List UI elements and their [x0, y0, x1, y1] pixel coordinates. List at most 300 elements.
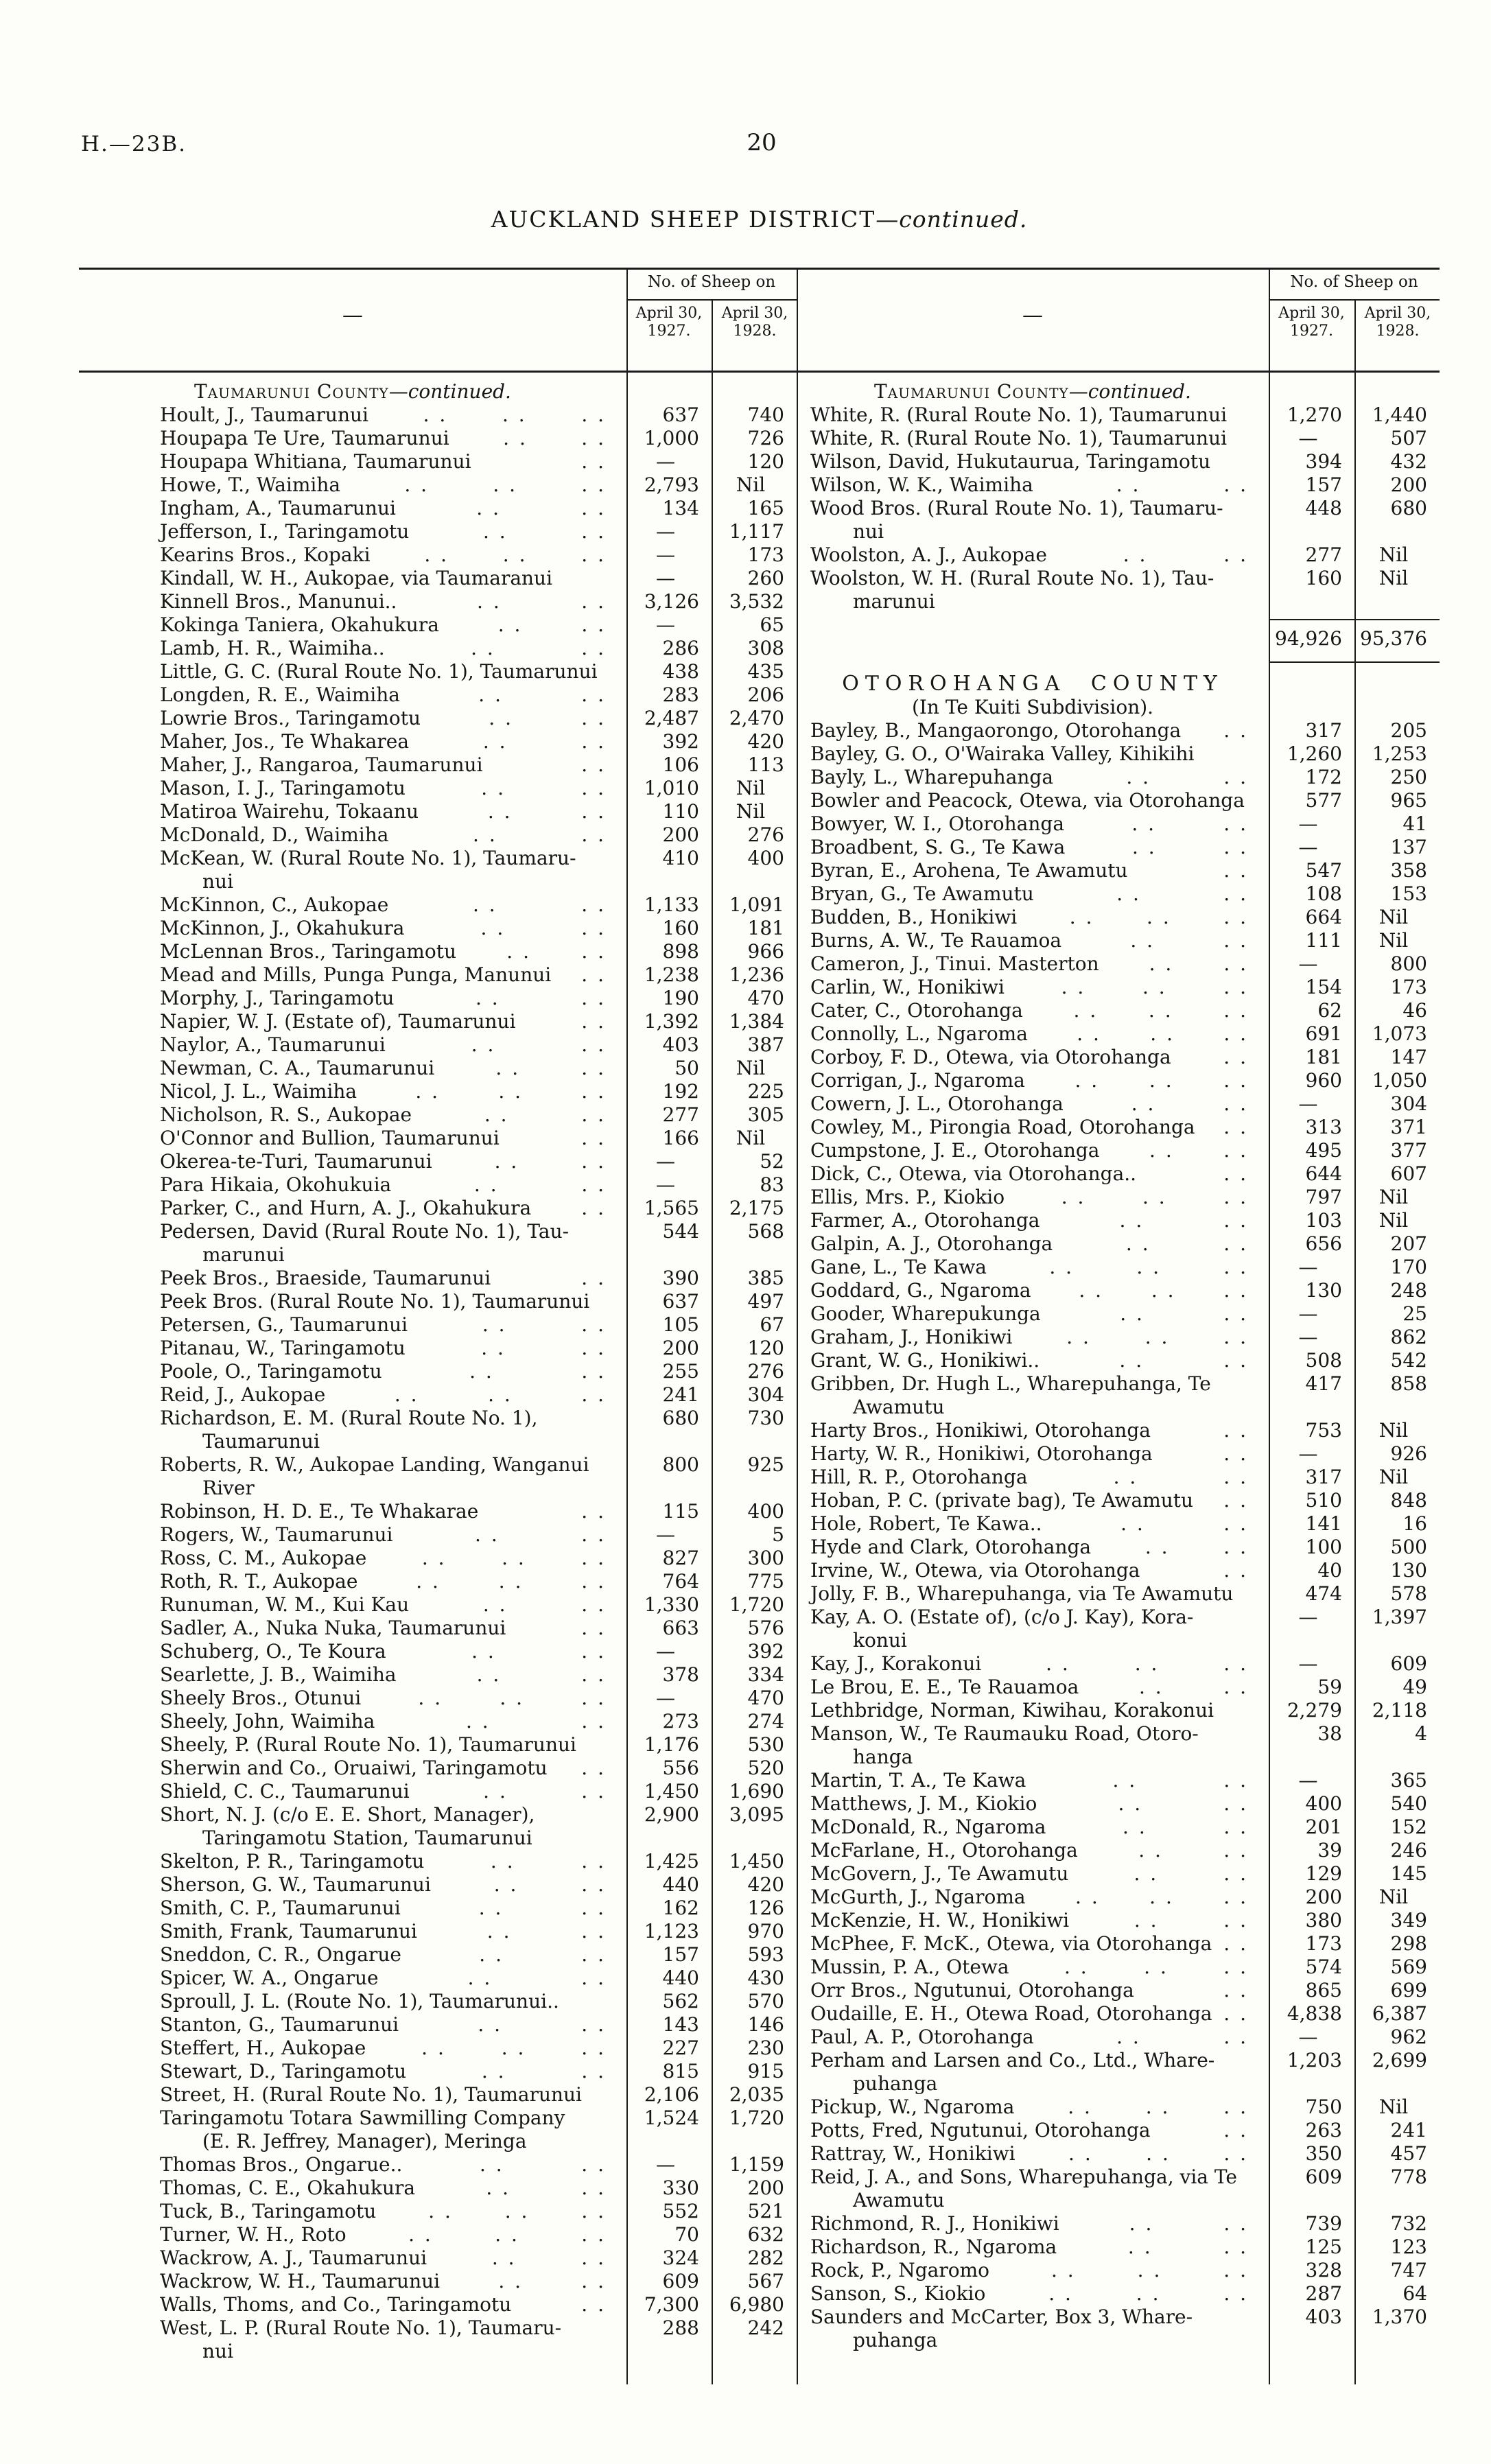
count-1928: 46 — [1402, 999, 1427, 1022]
count-1927: 200 — [1305, 1886, 1342, 1908]
count-1927: 1,010 — [644, 777, 699, 799]
dot-leader: . . — [1068, 2096, 1092, 2118]
owner-name: Corboy, F. D., Otewa, via Otorohanga . . — [810, 1046, 1248, 1068]
dot-leader: . . — [581, 543, 606, 566]
dot-leader: . . — [1119, 1349, 1144, 1372]
dot-leader: . . — [1112, 1769, 1138, 1792]
owner-name: Lowrie Bros., Taringamotu . . . . — [160, 707, 606, 729]
owner-name: Wackrow, W. H., Taumarunui . . . . — [160, 2270, 606, 2292]
count-1928: 225 — [747, 1080, 784, 1103]
dot-leader: . . — [581, 2153, 606, 2176]
dot-leader: . . — [581, 683, 606, 706]
table-row — [797, 543, 1440, 567]
count-1927: 508 — [1305, 1349, 1342, 1372]
count-1927: 400 — [1305, 1792, 1342, 1815]
table-row — [797, 1792, 1440, 1816]
owner-name: Maher, Jos., Te Whakarea . . . . — [160, 730, 607, 753]
dot-leader: . . — [581, 753, 606, 776]
dot-leader: . . — [1134, 1862, 1159, 1885]
dot-leader: . . — [493, 1873, 519, 1896]
totals-row — [797, 613, 1440, 664]
dot-leader: . . — [581, 1593, 606, 1616]
dot-leader: . . — [1223, 976, 1248, 998]
count-1928: 181 — [747, 917, 784, 939]
count-1928: 64 — [1402, 2282, 1427, 2305]
count-1928: 49 — [1402, 1676, 1427, 1698]
owner-name: Woolston, A. J., Aukopae . . . . — [810, 543, 1248, 566]
dot-leader: . . — [581, 963, 606, 986]
owner-name: Smith, C. P., Taumarunui . . . . — [160, 1897, 606, 1919]
table-row — [797, 2142, 1440, 2166]
owner-name: Jefferson, I., Taringamotu . . . . — [160, 520, 606, 543]
table-row — [797, 1839, 1440, 1862]
owner-name: McKinnon, C., Aukopae . . . . — [160, 893, 606, 916]
count-1927: 288 — [662, 2316, 699, 2339]
table-row — [79, 1407, 797, 1453]
dot-leader: . . — [581, 403, 607, 426]
dot-leader: . . — [481, 2060, 506, 2082]
count-1928: 385 — [747, 1267, 784, 1289]
table-row — [79, 543, 797, 567]
count-1927: 350 — [1305, 2142, 1342, 2165]
count-1927: 390 — [662, 1267, 699, 1289]
dot-leader: . . — [581, 730, 607, 753]
dot-leader: . . — [428, 2200, 453, 2222]
count-1927: 403 — [662, 1033, 699, 1056]
col-header-1928-left: April 30, 1928. — [721, 305, 788, 340]
owner-name: Reid, J. A., and Sons, Wharepuhanga, via Te Awamutu — [810, 2166, 1237, 2211]
owner-name: White, R. (Rural Route No. 1), Taumarunui — [810, 427, 1228, 449]
dot-leader: . . — [473, 823, 497, 846]
count-1927: 1,565 — [644, 1197, 699, 1219]
dot-leader: . . — [418, 1687, 443, 1709]
dot-leader: . . — [1145, 2096, 1171, 2118]
count-1927: 192 — [662, 1080, 699, 1103]
count-1927: 134 — [662, 497, 699, 519]
count-1927: 1,260 — [1287, 742, 1342, 765]
count-1928: 300 — [747, 1547, 784, 1569]
dot-leader: . . — [581, 1523, 606, 1546]
count-1927: 157 — [662, 1943, 699, 1966]
owner-name: Oudaille, E. H., Otewa Road, Otorohanga . . — [810, 2002, 1248, 2025]
count-1927: 1,425 — [644, 1850, 699, 1873]
table-row — [79, 1010, 797, 1033]
count-1927: 317 — [1305, 1466, 1342, 1488]
table-row — [79, 1500, 797, 1523]
owner-name: Mussin, P. A., Otewa . . . . . . — [810, 1956, 1248, 1978]
dot-leader: . . — [1223, 2142, 1249, 2165]
count-1927: — — [1298, 1606, 1318, 1628]
dot-leader: . . — [581, 1967, 606, 1989]
owner-name: McKenzie, H. W., Honikiwi . . . . — [810, 1909, 1248, 1932]
dot-leader: . . — [1223, 1652, 1248, 1675]
dot-leader: . . — [1127, 2236, 1153, 2258]
dot-leader: . . — [1223, 2282, 1249, 2305]
table-row — [797, 882, 1440, 906]
count-1927: 380 — [1305, 1909, 1342, 1932]
table-row — [79, 753, 797, 777]
page-header — [0, 129, 1491, 173]
owner-name: Stanton, G., Taumarunui . . . . — [160, 2013, 606, 2036]
count-1927: 739 — [1305, 2212, 1342, 2235]
count-1928: 740 — [747, 403, 784, 426]
owner-name: Roth, R. T., Aukopae . . . . . . — [160, 1570, 606, 1593]
dot-leader: . . — [1223, 1792, 1248, 1815]
county-heading-row — [797, 380, 1440, 403]
count-1928: 520 — [747, 1757, 784, 1779]
count-1927: 2,279 — [1287, 1699, 1342, 1722]
table-row — [797, 1092, 1440, 1116]
count-1927: 556 — [662, 1757, 699, 1779]
dot-leader: . . — [1142, 976, 1167, 998]
dot-leader: . . — [1223, 1209, 1249, 1232]
table-row — [797, 1979, 1440, 2002]
dot-leader: . . — [581, 1150, 606, 1173]
owner-name: O'Connor and Bullion, Taumarunui . . — [160, 1127, 606, 1149]
count-1927: 552 — [662, 2200, 699, 2222]
dot-leader: . . — [581, 987, 606, 1009]
owner-name: Sheely, P. (Rural Route No. 1), Taumarunui — [160, 1733, 576, 1756]
count-1928: 371 — [1390, 1116, 1427, 1138]
dot-leader: . . — [581, 2176, 607, 2199]
table-row — [797, 789, 1440, 812]
dot-leader: . . — [581, 497, 606, 519]
dot-leader: . . — [581, 590, 606, 613]
dot-leader: . . — [480, 917, 506, 939]
count-1928: 568 — [747, 1220, 784, 1243]
owner-name: Houpapa Whitiana, Taumarunui . . — [160, 450, 606, 473]
dot-leader: . . — [581, 2223, 606, 2246]
table-row — [79, 1313, 797, 1337]
sheep-count-group-header-right: No. of Sheep on — [1290, 273, 1418, 291]
owner-name: Mason, I. J., Taringamotu . . . . — [160, 777, 607, 799]
table-row — [79, 2316, 797, 2363]
count-1928: 609 — [1390, 1652, 1427, 1675]
table-row — [797, 2096, 1440, 2119]
dot-leader: . . — [1123, 1816, 1147, 1838]
table-row — [797, 1512, 1440, 1536]
owner-name: Rogers, W., Taumarunui . . . . — [160, 1523, 606, 1546]
owner-name: McKinnon, J., Okahukura . . . . — [160, 917, 606, 939]
dot-leader: . . — [581, 1103, 607, 1126]
count-1927: 438 — [662, 660, 699, 683]
count-1927: 664 — [1305, 906, 1342, 928]
table-row — [797, 1909, 1440, 1932]
table-row — [79, 1290, 797, 1313]
dot-leader: . . — [1134, 1652, 1160, 1675]
table-row — [79, 1547, 797, 1570]
dot-leader: . . — [1077, 1022, 1101, 1045]
count-1928: 730 — [747, 1407, 784, 1429]
section-heading — [797, 672, 1269, 719]
table-row — [797, 1116, 1440, 1139]
count-1928: 915 — [747, 2060, 784, 2082]
table-row — [797, 2002, 1440, 2026]
dot-leader: . . — [1048, 2282, 1073, 2305]
count-1927: 898 — [662, 940, 699, 963]
count-1927: 410 — [662, 847, 699, 869]
count-1927: 200 — [662, 1337, 699, 1359]
dot-leader: . . — [1061, 976, 1086, 998]
count-1927: — — [1298, 1302, 1318, 1325]
count-1928: 862 — [1390, 1326, 1427, 1348]
table-row — [79, 567, 797, 590]
dot-leader: . . — [1049, 1256, 1075, 1278]
count-1927 — [1269, 664, 1354, 719]
table-row — [79, 1033, 797, 1057]
count-1927: 960 — [1305, 1069, 1342, 1092]
dot-leader: . . — [1137, 2259, 1162, 2281]
dot-leader: . . — [1223, 1302, 1249, 1325]
table-row — [797, 2026, 1440, 2049]
owner-name: Pedersen, David (Rural Route No. 1), Tau- marunui — [160, 1220, 570, 1266]
table-row — [79, 800, 797, 823]
owner-name: Okerea-te-Turi, Taumarunui . . . . — [160, 1150, 606, 1173]
count-1928: 726 — [747, 427, 784, 449]
count-1927: — — [656, 450, 675, 473]
owner-name: McGovern, J., Te Awamutu . . . . — [810, 1862, 1248, 1885]
dot-leader: . . — [482, 520, 508, 543]
dot-leader: . . — [502, 403, 527, 426]
dot-leader: . . — [498, 2270, 524, 2292]
dot-leader: . . — [581, 613, 607, 636]
count-1928: 3,095 — [729, 1803, 784, 1826]
owner-name: Tuck, B., Taringamotu . . . . . . — [160, 2200, 607, 2222]
table-row — [797, 1676, 1440, 1699]
table-row — [797, 567, 1440, 613]
dot-leader: . . — [581, 520, 606, 543]
dot-leader: . . — [478, 1897, 504, 1919]
table-row — [797, 1606, 1440, 1652]
dot-leader: . . — [495, 1057, 521, 1079]
count-1927: 2,900 — [644, 1803, 699, 1826]
owner-name: Hoban, P. C. (private bag), Te Awamutu . . — [810, 1489, 1248, 1512]
dot-leader: . . — [1066, 1326, 1091, 1348]
count-1928: 387 — [747, 1033, 784, 1056]
table-row — [797, 1022, 1440, 1046]
dot-leader: . . — [503, 427, 528, 449]
dot-leader: . . — [471, 1640, 496, 1663]
dot-leader: . . — [469, 1360, 494, 1383]
owner-name: Morphy, J., Taringamotu . . . . — [160, 987, 606, 1009]
count-1928: 113 — [747, 753, 784, 776]
count-1928: 1,720 — [729, 2107, 784, 2129]
count-1927: 378 — [662, 1663, 699, 1686]
total-1927: 94,926 — [1269, 619, 1354, 663]
dot-leader: . . — [1068, 2142, 1093, 2165]
dot-leader: . . — [476, 1663, 502, 1686]
count-1927: 1,133 — [644, 893, 699, 916]
owner-name: Potts, Fred, Ngutunui, Otorohanga . . — [810, 2119, 1248, 2142]
count-1927: 201 — [1305, 1816, 1342, 1838]
dot-leader: . . — [581, 2013, 606, 2036]
table-row — [79, 1523, 797, 1547]
owner-name: Carlin, W., Honikiwi . . . . . . — [810, 976, 1248, 998]
dot-leader: . . — [1129, 2212, 1154, 2235]
table-row — [79, 2200, 797, 2223]
owner-name: Hoult, J., Taumarunui . . . . . . — [160, 403, 607, 426]
dot-leader: . . — [478, 683, 503, 706]
dot-leader: . . — [581, 450, 606, 473]
dot-leader: . . — [1149, 1886, 1174, 1908]
count-1928: Nil — [1378, 543, 1409, 566]
count-1927: 2,487 — [644, 707, 699, 729]
table-row — [797, 766, 1440, 789]
dot-leader: . . — [581, 1173, 607, 1196]
owner-name: Richmond, R. J., Honikiwi . . . . — [810, 2212, 1249, 2235]
owner-name: McFarlane, H., Otorohanga . . . . — [810, 1839, 1248, 1862]
table-row — [797, 1209, 1440, 1232]
dot-leader: . . — [1075, 1886, 1100, 1908]
dot-leader: . . — [495, 2223, 519, 2246]
dot-leader: . . — [581, 1033, 606, 1056]
count-1928: 358 — [1390, 859, 1427, 882]
dot-leader: . . — [1223, 1279, 1249, 1302]
table-row — [79, 2037, 797, 2060]
count-1928: 67 — [760, 1313, 784, 1336]
table-row — [79, 1873, 797, 1897]
owner-name: McGurth, J., Ngaroma . . . . . . — [810, 1886, 1248, 1908]
dot-leader: . . — [581, 893, 606, 916]
owner-name: Wilson, David, Hukutaurua, Taringamotu — [810, 450, 1211, 473]
table-row — [797, 742, 1440, 766]
owner-name: Nicol, J. L., Waimiha . . . . . . — [160, 1080, 606, 1103]
dot-leader: . . — [581, 1313, 606, 1336]
count-1927: 106 — [662, 753, 699, 776]
dot-leader: . . — [486, 1920, 512, 1943]
count-1928: 530 — [747, 1733, 784, 1756]
owner-name: Short, N. J. (c/o E. E. Short, Manager), Taringamotu Station, Taumarunui — [160, 1803, 535, 1849]
count-1928: 1,450 — [729, 1850, 784, 1873]
dot-leader: . . — [1223, 1232, 1248, 1255]
owner-name: Bryan, G., Te Awamutu . . . . — [810, 882, 1248, 905]
count-1928: 1,050 — [1372, 1069, 1427, 1092]
count-1928: 732 — [1390, 2212, 1427, 2235]
dot-leader: . . — [581, 1757, 606, 1779]
count-1927: 1,203 — [1287, 2049, 1342, 2072]
dot-leader: . . — [581, 1850, 606, 1873]
table-row — [797, 952, 1440, 976]
dot-leader: . . — [1223, 719, 1248, 742]
table-row — [797, 2166, 1440, 2212]
table-row — [79, 520, 797, 543]
count-1927: 59 — [1317, 1676, 1342, 1698]
count-1927: — — [1298, 427, 1318, 449]
owner-name: Sproull, J. L. (Route No. 1), Taumarunui.. — [160, 1990, 559, 2013]
owner-name: Ellis, Mrs. P., Kiokio . . . . . . — [810, 1186, 1249, 1208]
table-row — [79, 893, 797, 917]
dot-leader: . . — [1136, 2282, 1161, 2305]
count-1928: 147 — [1390, 1046, 1427, 1068]
owner-name: Jolly, F. B., Wharepuhanga, via Te Awamutu — [810, 1582, 1234, 1605]
dot-leader: . . — [475, 1523, 500, 1546]
table-row — [79, 777, 797, 800]
count-1928: 145 — [1390, 1862, 1427, 1885]
count-1927: — — [1298, 1652, 1318, 1675]
count-1927: 577 — [1305, 789, 1342, 812]
table-row — [79, 613, 797, 637]
owner-name: Gribben, Dr. Hugh L., Wharepuhanga, Te Awamutu — [810, 1372, 1211, 1418]
dot-leader: . . — [424, 543, 449, 566]
count-1928: 173 — [747, 543, 784, 566]
owner-name: Sneddon, C. R., Ongarue . . . . — [160, 1943, 606, 1966]
count-1928: 1,159 — [729, 2153, 784, 2176]
count-1927: 440 — [662, 1967, 699, 1989]
owner-name: Sadler, A., Nuka Nuka, Taumarunui . . — [160, 1617, 606, 1639]
dot-leader: . . — [1223, 2212, 1249, 2235]
dot-leader: . . — [502, 1547, 526, 1569]
table-row — [797, 1699, 1440, 1722]
count-1927 — [1269, 380, 1354, 403]
count-1928: 2,699 — [1372, 2049, 1427, 2072]
table-row — [79, 1780, 797, 1803]
table-row — [797, 1046, 1440, 1069]
dot-leader: . . — [581, 1197, 606, 1219]
dot-leader: . . — [1223, 1069, 1248, 1092]
table-row — [797, 403, 1440, 427]
count-1927: 1,330 — [644, 1593, 699, 1616]
owner-name: Wackrow, A. J., Taumarunui . . . . — [160, 2246, 606, 2269]
dot-leader: . . — [581, 940, 607, 963]
count-1928: 276 — [747, 823, 784, 846]
owner-name: Cater, C., Otorohanga . . . . . . — [810, 999, 1248, 1022]
dot-leader: . . — [1223, 2119, 1248, 2142]
dot-leader: . . — [1223, 1419, 1248, 1442]
table-row — [797, 1419, 1440, 1442]
count-1927: 141 — [1305, 1512, 1342, 1535]
count-1928: 775 — [747, 1570, 784, 1593]
county-heading: Taumarunui County—continued. — [194, 380, 511, 403]
dot-leader: . . — [1149, 1069, 1174, 1092]
dot-leader: . . — [581, 2200, 607, 2222]
count-1928: 298 — [1390, 1932, 1427, 1955]
owner-name: Richardson, E. M. (Rural Route No. 1), Taumarunui — [160, 1407, 538, 1453]
count-1927: 474 — [1305, 1582, 1342, 1605]
count-1927: 277 — [1305, 543, 1342, 566]
count-1928: Nil — [1378, 929, 1409, 952]
left-column-body — [79, 371, 797, 2363]
count-1927: 1,524 — [644, 2107, 699, 2129]
owner-name: Bayley, G. O., O'Wairaka Valley, Kihikihi — [810, 742, 1195, 765]
owner-name: Schuberg, O., Te Koura . . . . — [160, 1640, 606, 1663]
count-1928: 457 — [1390, 2142, 1427, 2165]
dot-leader: . . — [481, 777, 506, 799]
count-1928 — [712, 380, 797, 403]
table-row — [797, 1769, 1440, 1792]
count-1928: Nil — [736, 473, 766, 496]
owner-name: Hill, R. P., Otorohanga . . . . — [810, 1466, 1248, 1488]
dot-leader: . . — [1118, 1792, 1143, 1815]
count-1928: 123 — [1390, 2236, 1427, 2258]
col-header-1927-right: April 30, 1927. — [1278, 305, 1345, 340]
owner-name: Broadbent, S. G., Te Kawa . . . . — [810, 836, 1249, 858]
district-title: AUCKLAND SHEEP DISTRICT — [491, 206, 876, 233]
county-subtitle: (In Te Kuiti Subdivision). — [911, 696, 1154, 718]
owner-name: Houpapa Te Ure, Taumarunui . . . . — [160, 427, 606, 449]
count-1928: 25 — [1402, 1302, 1427, 1325]
dot-leader: . . — [581, 2246, 606, 2269]
title-continued: —continued. — [876, 206, 1028, 233]
dot-leader: . . — [581, 1127, 606, 1149]
count-1928: 848 — [1390, 1489, 1427, 1512]
count-1927: 3,126 — [644, 590, 699, 613]
owner-name: Peek Bros. (Rural Route No. 1), Taumarunui — [160, 1290, 590, 1313]
count-1928: 6,387 — [1372, 2002, 1427, 2025]
table-row — [79, 497, 797, 520]
dot-leader: . . — [1064, 1956, 1089, 1978]
owner-name: Spicer, W. A., Ongarue . . . . — [160, 1967, 606, 1989]
count-1927: 317 — [1305, 719, 1342, 742]
